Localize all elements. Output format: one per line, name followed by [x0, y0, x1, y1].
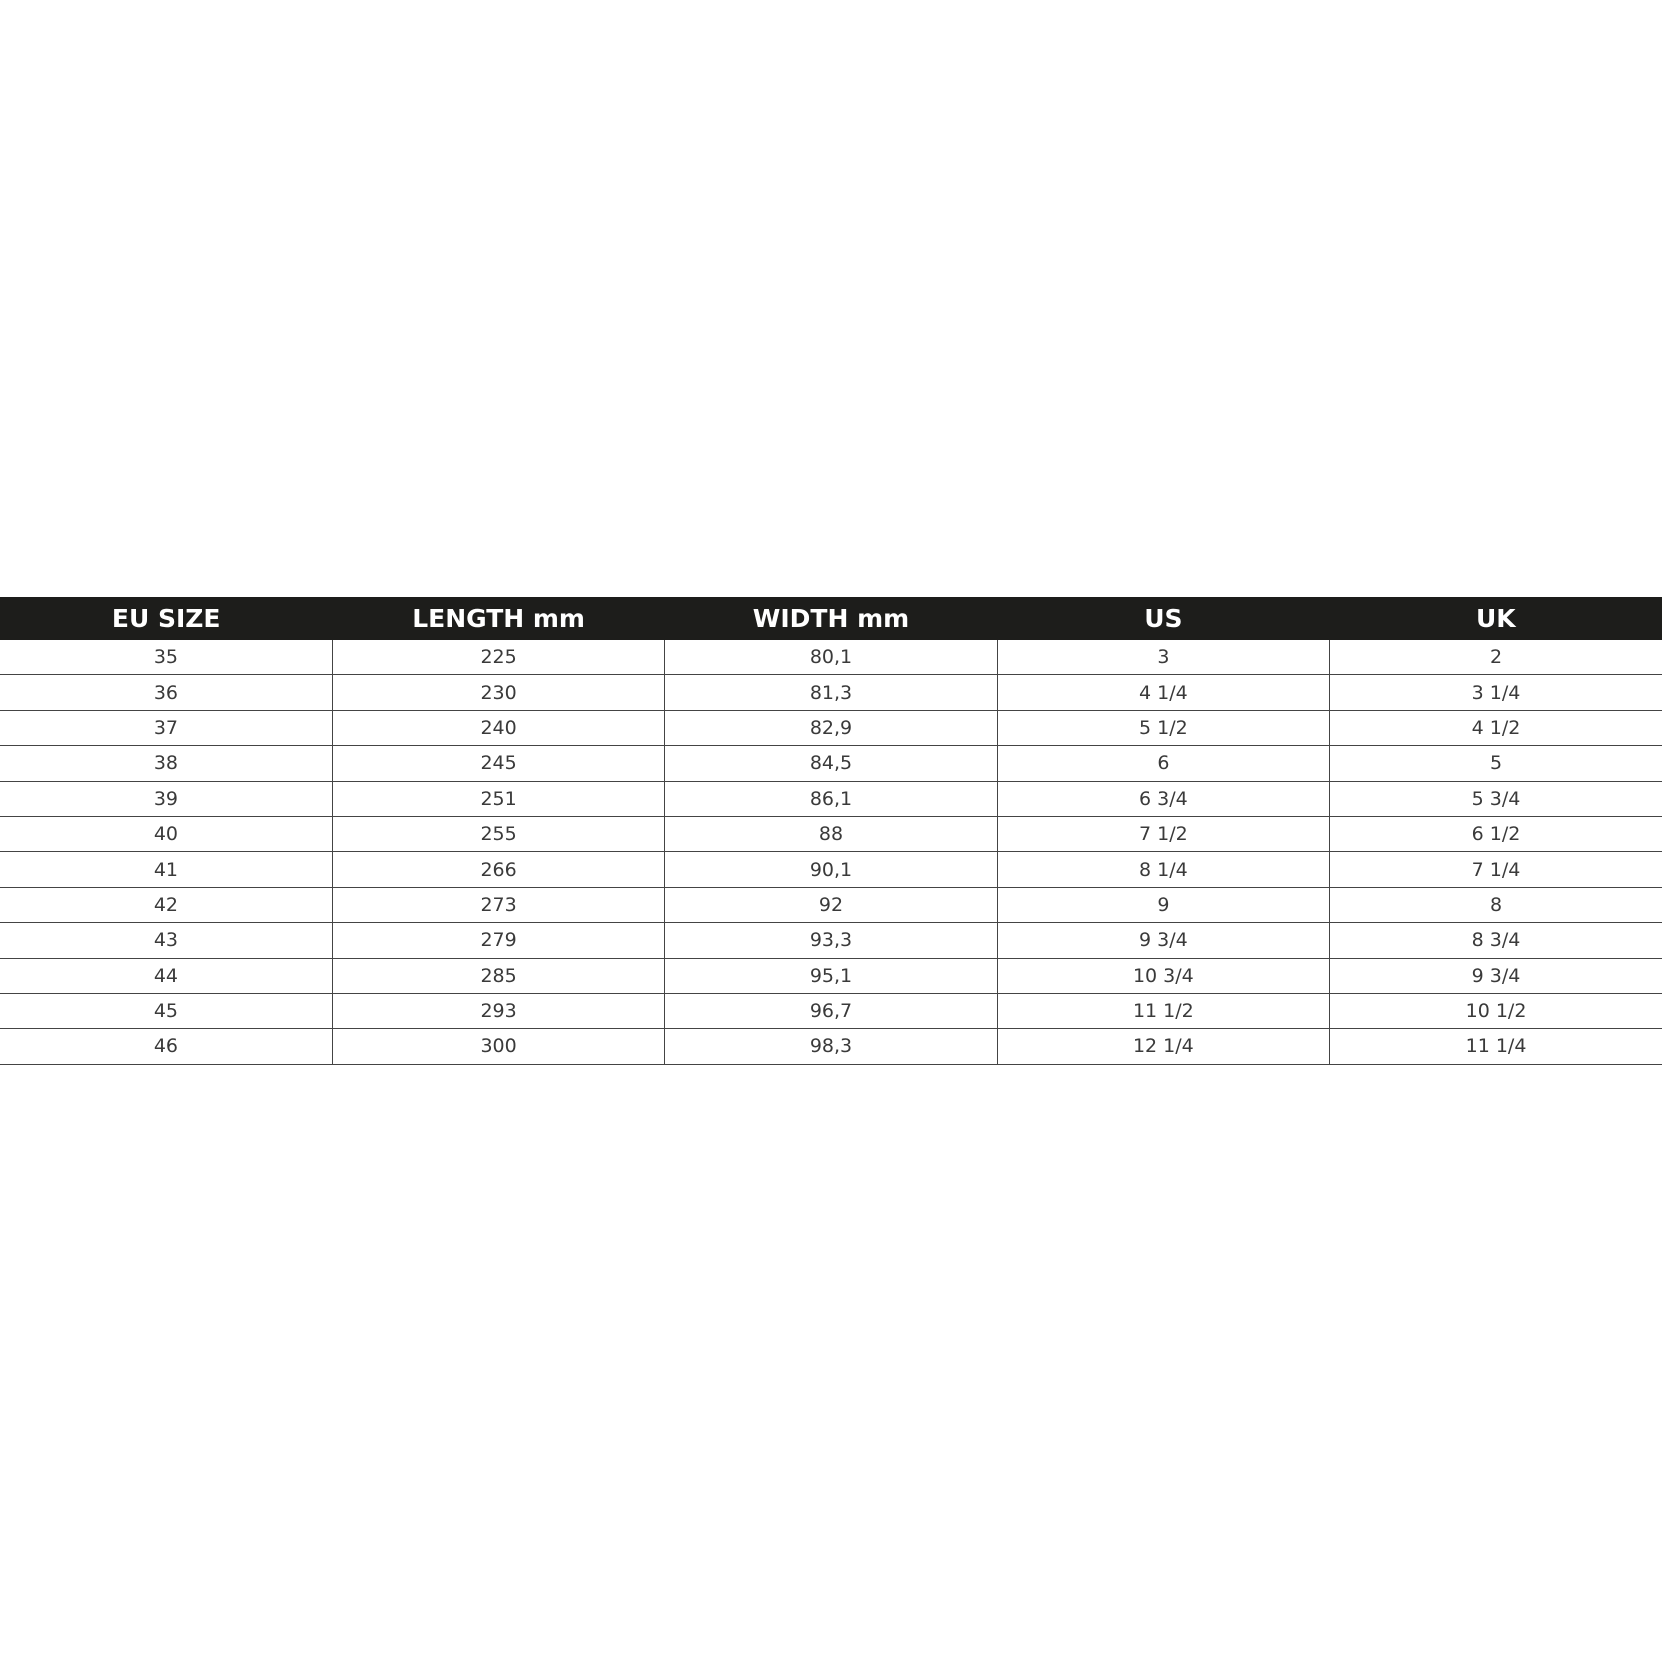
- cell-us: 5 1/2: [997, 710, 1329, 745]
- table-row: [0, 816, 1662, 851]
- cell-us: 11 1/2: [997, 993, 1329, 1028]
- cell-uk: 5: [1330, 746, 1662, 781]
- cell-length: 255: [332, 816, 664, 851]
- header-row: [0, 597, 1662, 640]
- cell-width: 84,5: [665, 746, 997, 781]
- table-row: [0, 923, 1662, 958]
- cell-eu-size: 36: [0, 675, 332, 710]
- cell-width: 82,9: [665, 710, 997, 745]
- cell-length: 285: [332, 958, 664, 993]
- cell-uk: 8: [1330, 887, 1662, 922]
- cell-uk: 8 3/4: [1330, 923, 1662, 958]
- cell-uk: 10 1/2: [1330, 993, 1662, 1028]
- cell-eu-size: 39: [0, 781, 332, 816]
- table-row: [0, 746, 1662, 781]
- cell-eu-size: 44: [0, 958, 332, 993]
- table-row: [0, 710, 1662, 745]
- cell-width: 86,1: [665, 781, 997, 816]
- cell-length: 240: [332, 710, 664, 745]
- cell-us: 12 1/4: [997, 1029, 1329, 1064]
- header-length: LENGTH mm: [332, 597, 664, 640]
- cell-length: 279: [332, 923, 664, 958]
- cell-width: 93,3: [665, 923, 997, 958]
- cell-length: 293: [332, 993, 664, 1028]
- table-row: [0, 1029, 1662, 1064]
- cell-us: 8 1/4: [997, 852, 1329, 887]
- cell-us: 9 3/4: [997, 923, 1329, 958]
- cell-us: 6: [997, 746, 1329, 781]
- cell-uk: 9 3/4: [1330, 958, 1662, 993]
- cell-eu-size: 42: [0, 887, 332, 922]
- table-header: [0, 597, 1662, 640]
- cell-eu-size: 43: [0, 923, 332, 958]
- cell-width: 81,3: [665, 675, 997, 710]
- cell-width: 95,1: [665, 958, 997, 993]
- cell-uk: 11 1/4: [1330, 1029, 1662, 1064]
- cell-eu-size: 40: [0, 816, 332, 851]
- table-row: [0, 887, 1662, 922]
- table-row: [0, 675, 1662, 710]
- cell-length: 251: [332, 781, 664, 816]
- cell-uk: 3 1/4: [1330, 675, 1662, 710]
- size-chart-table: [0, 597, 1662, 1065]
- cell-eu-size: 45: [0, 993, 332, 1028]
- cell-length: 273: [332, 887, 664, 922]
- table-row: [0, 781, 1662, 816]
- cell-eu-size: 37: [0, 710, 332, 745]
- cell-us: 6 3/4: [997, 781, 1329, 816]
- table-row: [0, 993, 1662, 1028]
- cell-width: 96,7: [665, 993, 997, 1028]
- table-row: [0, 640, 1662, 675]
- cell-width: 90,1: [665, 852, 997, 887]
- cell-uk: 2: [1330, 640, 1662, 675]
- header-eu-size: EU SIZE: [0, 597, 332, 640]
- cell-us: 3: [997, 640, 1329, 675]
- header-uk: UK: [1330, 597, 1662, 640]
- table-body: [0, 640, 1662, 1064]
- cell-eu-size: 35: [0, 640, 332, 675]
- header-width: WIDTH mm: [665, 597, 997, 640]
- cell-length: 230: [332, 675, 664, 710]
- cell-width: 88: [665, 816, 997, 851]
- cell-eu-size: 46: [0, 1029, 332, 1064]
- cell-length: 300: [332, 1029, 664, 1064]
- table-row: [0, 852, 1662, 887]
- cell-width: 98,3: [665, 1029, 997, 1064]
- cell-width: 80,1: [665, 640, 997, 675]
- cell-length: 245: [332, 746, 664, 781]
- cell-length: 266: [332, 852, 664, 887]
- cell-uk: 7 1/4: [1330, 852, 1662, 887]
- cell-uk: 4 1/2: [1330, 710, 1662, 745]
- cell-us: 9: [997, 887, 1329, 922]
- cell-us: 4 1/4: [997, 675, 1329, 710]
- cell-length: 225: [332, 640, 664, 675]
- header-us: US: [997, 597, 1329, 640]
- cell-us: 7 1/2: [997, 816, 1329, 851]
- cell-eu-size: 38: [0, 746, 332, 781]
- cell-width: 92: [665, 887, 997, 922]
- table-row: [0, 958, 1662, 993]
- cell-uk: 5 3/4: [1330, 781, 1662, 816]
- cell-eu-size: 41: [0, 852, 332, 887]
- cell-us: 10 3/4: [997, 958, 1329, 993]
- cell-uk: 6 1/2: [1330, 816, 1662, 851]
